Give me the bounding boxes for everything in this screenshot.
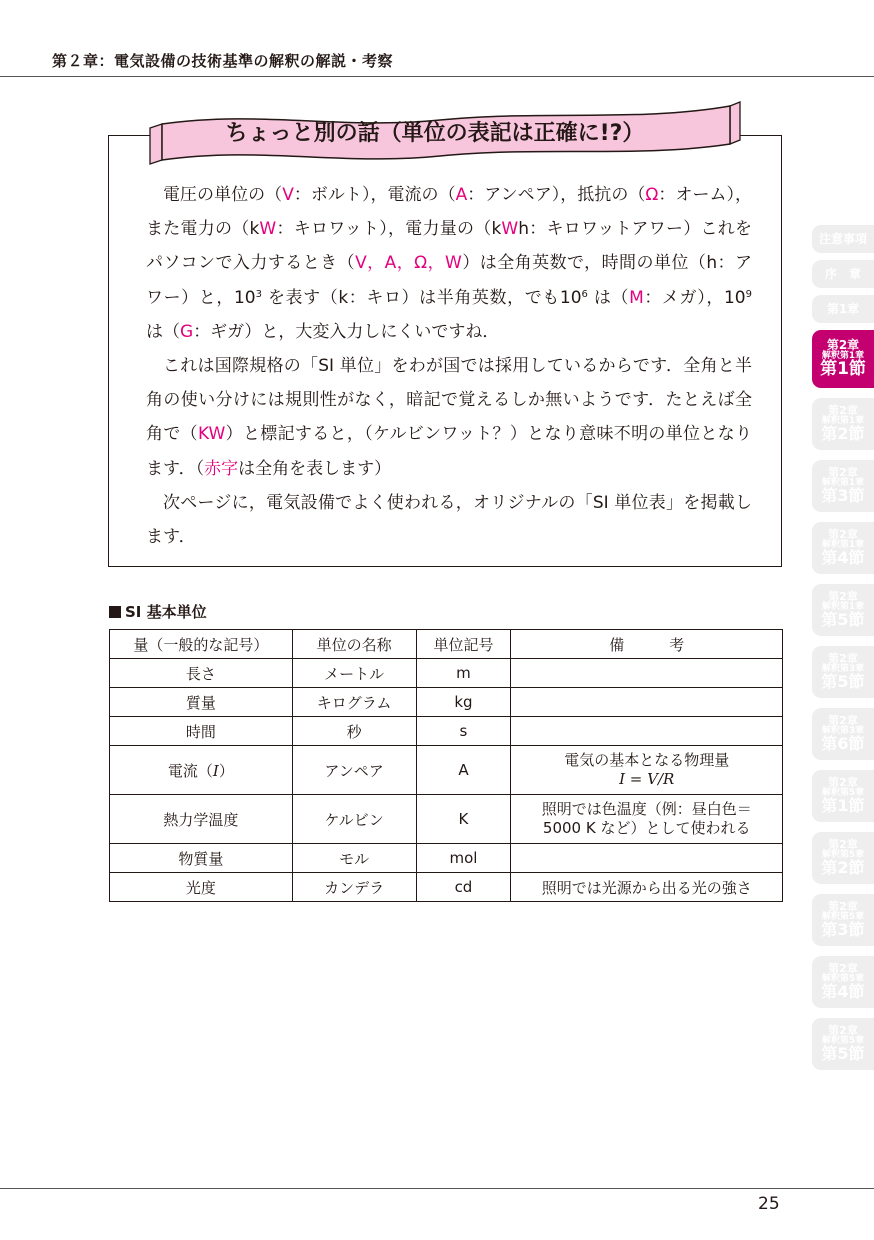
highlighted-text: W — [259, 219, 277, 240]
side-tab-t2: 解釈第1章 — [821, 350, 865, 361]
quantity-text: 電流（ — [167, 761, 213, 780]
side-tab-t3: 第5節 — [821, 610, 865, 630]
side-tab-label: 序 章 — [824, 266, 861, 281]
cell-remarks — [511, 844, 783, 873]
side-tab-t2: 解釈第5章 — [821, 1035, 865, 1046]
side-tab-12[interactable] — [812, 894, 874, 946]
highlighted-text: V — [282, 185, 294, 205]
cell-remarks — [511, 688, 783, 717]
superscript-exponent: 9 — [745, 288, 752, 300]
table-row — [110, 873, 783, 902]
side-tab-t1: 第2章 — [828, 652, 858, 666]
highlighted-text: KW — [197, 424, 226, 445]
header-unit-symbol: 単位記号 — [416, 630, 511, 659]
table-row — [110, 688, 783, 717]
cell-remarks — [511, 717, 783, 746]
cell-unit-name: カンデラ — [292, 873, 416, 902]
cell-unit-symbol: mol — [416, 844, 511, 873]
text-run: ：ボルト），電流の（ — [293, 185, 456, 205]
cell-unit-name: モル — [292, 844, 416, 873]
cell-quantity: 光度 — [110, 873, 293, 902]
column-title: ちょっと別の話（単位の表記は正確に!?） — [225, 121, 645, 146]
side-tab-t3: 第3節 — [821, 486, 865, 506]
table-row — [110, 844, 783, 873]
cell-unit-name: アンペア — [292, 746, 416, 795]
column-paragraph-2 — [146, 349, 752, 486]
cell-remarks — [511, 795, 783, 844]
section-heading-text: SI 基本単位 — [125, 603, 207, 621]
ribbon-left-fold — [150, 124, 162, 164]
cell-remarks — [511, 659, 783, 688]
side-tab-6[interactable] — [812, 522, 874, 574]
side-tab-t1: 第2章 — [828, 838, 858, 852]
side-tab-t2: 解釈第3章 — [821, 663, 865, 674]
highlighted-text: 赤字 — [204, 458, 239, 479]
header-quantity: 量（一般的な記号） — [110, 630, 293, 659]
cell-quantity: 時間 — [110, 717, 293, 746]
text-run: h：キロワットアワー）これをパソコンで入力するとき（ — [146, 219, 752, 274]
side-tab-t1: 第2章 — [828, 776, 858, 790]
section-heading — [109, 601, 207, 622]
text-run: これは国際規格の「SI 単位」をわが国では採用しているからです．全角と半角の使い分けには規則性がなく，暗記で覚えるしか無いようです．たとえば全角で（ — [146, 356, 752, 445]
cell-unit-name: ケルビン — [292, 795, 416, 844]
cell-remarks: 照明では光源から出る光の強さ — [511, 873, 783, 902]
footer-rule — [0, 1188, 874, 1189]
side-tab-t1: 第2章 — [828, 528, 858, 542]
cell-quantity: 質量 — [110, 688, 293, 717]
side-tab-5[interactable] — [812, 460, 874, 512]
table-row — [110, 746, 783, 795]
remarks-line-1: 照明では色温度（例：昼白色＝ — [541, 799, 752, 818]
side-tab-7[interactable] — [812, 584, 874, 636]
side-tab-t3: 第5節 — [821, 672, 865, 692]
side-tab-t2: 解釈第5章 — [821, 973, 865, 984]
side-tab-label: 第1章 — [826, 301, 860, 316]
remarks-formula: I = V/R — [619, 770, 675, 788]
quantity-symbol: I — [212, 761, 219, 780]
text-run: を表す（k：キロ）は半角英数，でも10 — [261, 287, 582, 308]
side-tab-8[interactable] — [812, 646, 874, 698]
text-run: ）は全角英数で，時間の単位（h：アワー）と，10 — [146, 253, 752, 308]
side-tab-t3: 第1節 — [821, 796, 865, 816]
text-run: 次ページに，電気設備でよく使われる，オリジナルの「SI 単位表」を掲載します． — [146, 492, 752, 548]
side-tab-t2: 解釈第3章 — [821, 725, 865, 736]
side-tab-t3: 第2節 — [821, 858, 865, 878]
side-tab-t3: 第2節 — [821, 424, 865, 444]
cell-unit-symbol: kg — [416, 688, 511, 717]
text-run: ：キロワット），電力量の（k — [276, 219, 502, 240]
side-tab-t3: 第1節 — [820, 359, 866, 380]
table-row — [110, 717, 783, 746]
highlighted-text: W — [501, 219, 519, 240]
cell-unit-symbol: m — [416, 659, 511, 688]
remarks-line-2: 5000 K など）として使われる — [542, 819, 751, 837]
side-tab-t2: 解釈第5章 — [821, 849, 865, 860]
column-body — [146, 178, 752, 554]
cell-unit-name: メートル — [292, 659, 416, 688]
side-tab-t3: 第4節 — [821, 982, 865, 1002]
side-tab-active[interactable] — [812, 330, 874, 388]
cell-unit-name: 秒 — [292, 717, 416, 746]
text-run: 電圧の単位の（ — [163, 185, 283, 205]
side-tab-t1: 第2章 — [826, 338, 860, 353]
side-tab-10[interactable] — [812, 770, 874, 822]
highlighted-text: A — [455, 185, 468, 205]
side-tab-t1: 第2章 — [828, 590, 858, 604]
column-paragraph-3 — [146, 486, 752, 554]
cell-unit-symbol: K — [416, 795, 511, 844]
side-tab-t2: 解釈第1章 — [821, 539, 865, 550]
side-tab-t2: 解釈第1章 — [821, 415, 865, 426]
highlighted-text: M — [629, 287, 644, 308]
header-rule — [0, 76, 874, 77]
superscript-exponent: 3 — [255, 288, 262, 300]
side-tab-label: 注意事項 — [818, 231, 867, 246]
si-base-units-table — [109, 629, 783, 902]
highlighted-text: G — [180, 321, 194, 342]
side-tab-t2: 解釈第1章 — [821, 477, 865, 488]
side-tab-t2: 解釈第5章 — [821, 911, 865, 922]
page-number: 25 — [758, 1194, 780, 1214]
side-tab-t1: 第2章 — [828, 404, 858, 418]
cell-quantity: 熱力学温度 — [110, 795, 293, 844]
table-header-row — [110, 630, 783, 659]
side-tab-t3: 第5節 — [821, 1044, 865, 1064]
text-run: ：メガ），10 — [643, 287, 746, 308]
cell-unit-name: キログラム — [292, 688, 416, 717]
side-tab-t2: 解釈第1章 — [821, 601, 865, 612]
side-tab-t3: 第4節 — [821, 548, 865, 568]
text-run: ：ギガ）と，大変入力しにくいですね． — [193, 321, 500, 342]
side-tab-14[interactable] — [812, 1018, 874, 1070]
black-square-icon — [109, 606, 121, 618]
side-tab-t1: 第2章 — [828, 466, 858, 480]
chapter-header-title: 第２章：電気設備の技術基準の解釈の解説・考察 — [52, 52, 394, 70]
cell-unit-symbol: cd — [416, 873, 511, 902]
side-tab-2[interactable] — [812, 295, 874, 323]
cell-quantity: 長さ — [110, 659, 293, 688]
cell-unit-symbol: s — [416, 717, 511, 746]
side-tab-t1: 第2章 — [828, 962, 858, 976]
text-run: は（ — [146, 321, 180, 342]
table-row — [110, 659, 783, 688]
side-tab-9[interactable] — [812, 708, 874, 760]
side-tab-4[interactable] — [812, 398, 874, 450]
side-tab-t3: 第3節 — [821, 920, 865, 940]
ribbon-right-fold — [730, 102, 740, 144]
text-run: ）と標記すると，（ケルビンワット？）となり意味不明の単位となります．（ — [146, 424, 752, 479]
side-tab-11[interactable] — [812, 832, 874, 884]
side-tab-t1: 第2章 — [828, 900, 858, 914]
table-row — [110, 795, 783, 844]
quantity-text-end: ） — [218, 761, 234, 780]
header-unit-name: 単位の名称 — [292, 630, 416, 659]
text-run: は（ — [587, 287, 630, 308]
side-tab-t2: 解釈第5章 — [821, 787, 865, 798]
side-tab-13[interactable] — [812, 956, 874, 1008]
cell-quantity — [110, 746, 293, 795]
cell-unit-symbol: A — [416, 746, 511, 795]
cell-quantity: 物質量 — [110, 844, 293, 873]
side-tab-t1: 第2章 — [828, 1024, 858, 1038]
header-remarks: 備 考 — [511, 630, 783, 659]
text-run: ：アンペア），抵抗の（ — [467, 185, 646, 205]
remarks-line-1: 電気の基本となる物理量 — [564, 751, 730, 770]
superscript-exponent: 6 — [581, 288, 588, 300]
side-tab-t3: 第6節 — [821, 734, 865, 754]
side-tab-0[interactable] — [812, 225, 874, 253]
highlighted-text: V，A，Ω，W — [355, 253, 462, 274]
highlighted-text: Ω — [645, 185, 659, 205]
text-run: ：オーム），また電力の（k — [146, 185, 753, 240]
side-tab-t1: 第2章 — [828, 714, 858, 728]
text-run: は全角を表します） — [238, 458, 392, 479]
cell-remarks — [511, 746, 783, 795]
column-paragraph-1 — [146, 178, 752, 349]
side-tab-1[interactable] — [812, 260, 874, 288]
chapter-side-tabs — [812, 225, 874, 1080]
